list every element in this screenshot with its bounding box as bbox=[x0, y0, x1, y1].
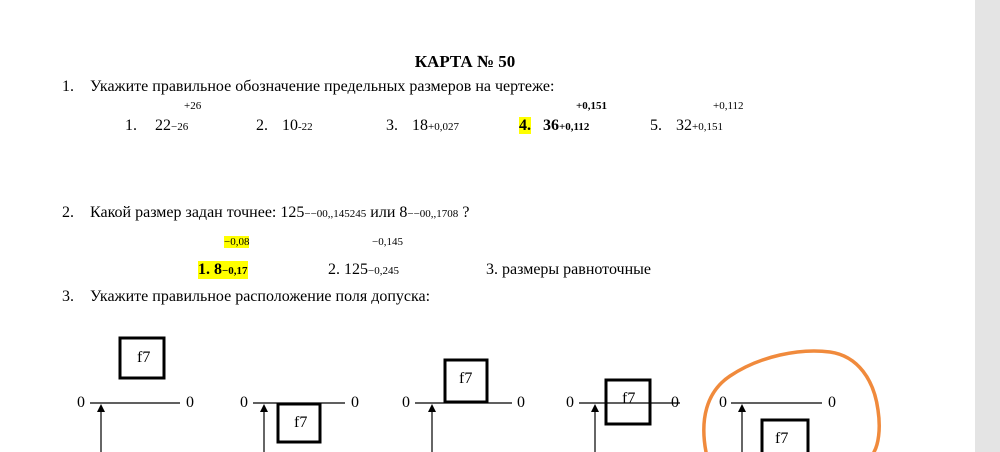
q2-sup-008: −0,08 bbox=[224, 236, 250, 248]
diagram-4-zero-left: 0 bbox=[566, 394, 574, 411]
diagram-3[interactable] bbox=[415, 360, 512, 452]
diagram-2-zero-right: 0 bbox=[351, 394, 359, 411]
q2-option-1-tol: −0,17 bbox=[222, 265, 248, 277]
diagram-4-box-label: f7 bbox=[622, 390, 636, 407]
q1-option-4-num: 4. bbox=[519, 117, 531, 134]
diagram-5-zero-left: 0 bbox=[719, 394, 727, 411]
q1-option-4-main: 36 bbox=[543, 117, 559, 134]
q1-option-4-tol: +0,112 bbox=[559, 121, 590, 133]
viewer-scrollbar[interactable] bbox=[975, 0, 1000, 452]
q1-option-2-num: 2. bbox=[256, 117, 268, 134]
diagram-1-box-label: f7 bbox=[137, 349, 151, 366]
q1-option-2-tol: -22 bbox=[298, 121, 313, 133]
diagram-1-zero-right: 0 bbox=[186, 394, 194, 411]
diagram-5-box-label: f7 bbox=[775, 430, 789, 447]
q1-option-3-main: 18 bbox=[412, 117, 428, 134]
q2-tol-b: −−00,,1708 bbox=[407, 208, 459, 220]
q2-text-c: ? bbox=[458, 204, 470, 221]
diagram-1[interactable] bbox=[90, 338, 180, 452]
q2-tol-a: −−00,,145245 bbox=[304, 208, 367, 220]
card-title: КАРТА № 50 bbox=[414, 52, 516, 71]
q1-option-3-num: 3. bbox=[386, 117, 398, 134]
q1-option-5-main: 32 bbox=[676, 117, 692, 134]
q2-text-b: или 8 bbox=[366, 204, 408, 221]
q2-option-1-label: 1. 8 bbox=[198, 261, 222, 278]
q1-option-1-tol: −26 bbox=[171, 121, 189, 133]
diagram-3-zero-right: 0 bbox=[517, 394, 525, 411]
q1-number: 1. bbox=[62, 78, 74, 95]
q1-option-2-main: 10 bbox=[282, 117, 298, 134]
diagram-4[interactable] bbox=[579, 380, 680, 452]
q3-text: Укажите правильное расположение поля допуска: bbox=[90, 288, 431, 305]
diagram-3-box-label: f7 bbox=[459, 370, 473, 387]
q1-option-1-num: 1. bbox=[125, 117, 137, 134]
diagram-4-zero-right: 0 bbox=[671, 394, 679, 411]
q1-sup-0112: +0,112 bbox=[713, 100, 744, 112]
diagram-2-zero-left: 0 bbox=[240, 394, 248, 411]
diagram-1-zero-left: 0 bbox=[77, 394, 85, 411]
q1-option-1-main: 22 bbox=[155, 117, 171, 134]
q2-number: 2. bbox=[62, 204, 74, 221]
diagram-3-zero-left: 0 bbox=[402, 394, 410, 411]
q1-option-5-num: 5. bbox=[650, 117, 662, 134]
q2-option-2-tol: −0,245 bbox=[368, 265, 399, 277]
q1-option-5-tol: +0,151 bbox=[692, 121, 723, 133]
diagram-5[interactable] bbox=[731, 403, 822, 452]
q1-sup-26: +26 bbox=[184, 100, 202, 112]
q3-number: 3. bbox=[62, 288, 74, 305]
diagram-5-zero-right: 0 bbox=[828, 394, 836, 411]
diagram-2[interactable] bbox=[253, 403, 345, 452]
q2-option-2-label: 2. 125 bbox=[328, 261, 368, 278]
q1-text: Укажите правильное обозначение предельных размеров на чертеже: bbox=[90, 78, 555, 95]
q1-sup-0151: +0,151 bbox=[576, 100, 608, 112]
diagram-2-box-label: f7 bbox=[294, 414, 308, 431]
orange-circle-annotation bbox=[704, 351, 879, 452]
q2-text-a: Какой размер задан точнее: 125 bbox=[90, 204, 305, 221]
q1-option-3-tol: +0,027 bbox=[428, 121, 459, 133]
q2-option-3[interactable]: 3. размеры равноточные bbox=[486, 261, 652, 278]
q2-sup-0145: −0,145 bbox=[372, 236, 403, 248]
